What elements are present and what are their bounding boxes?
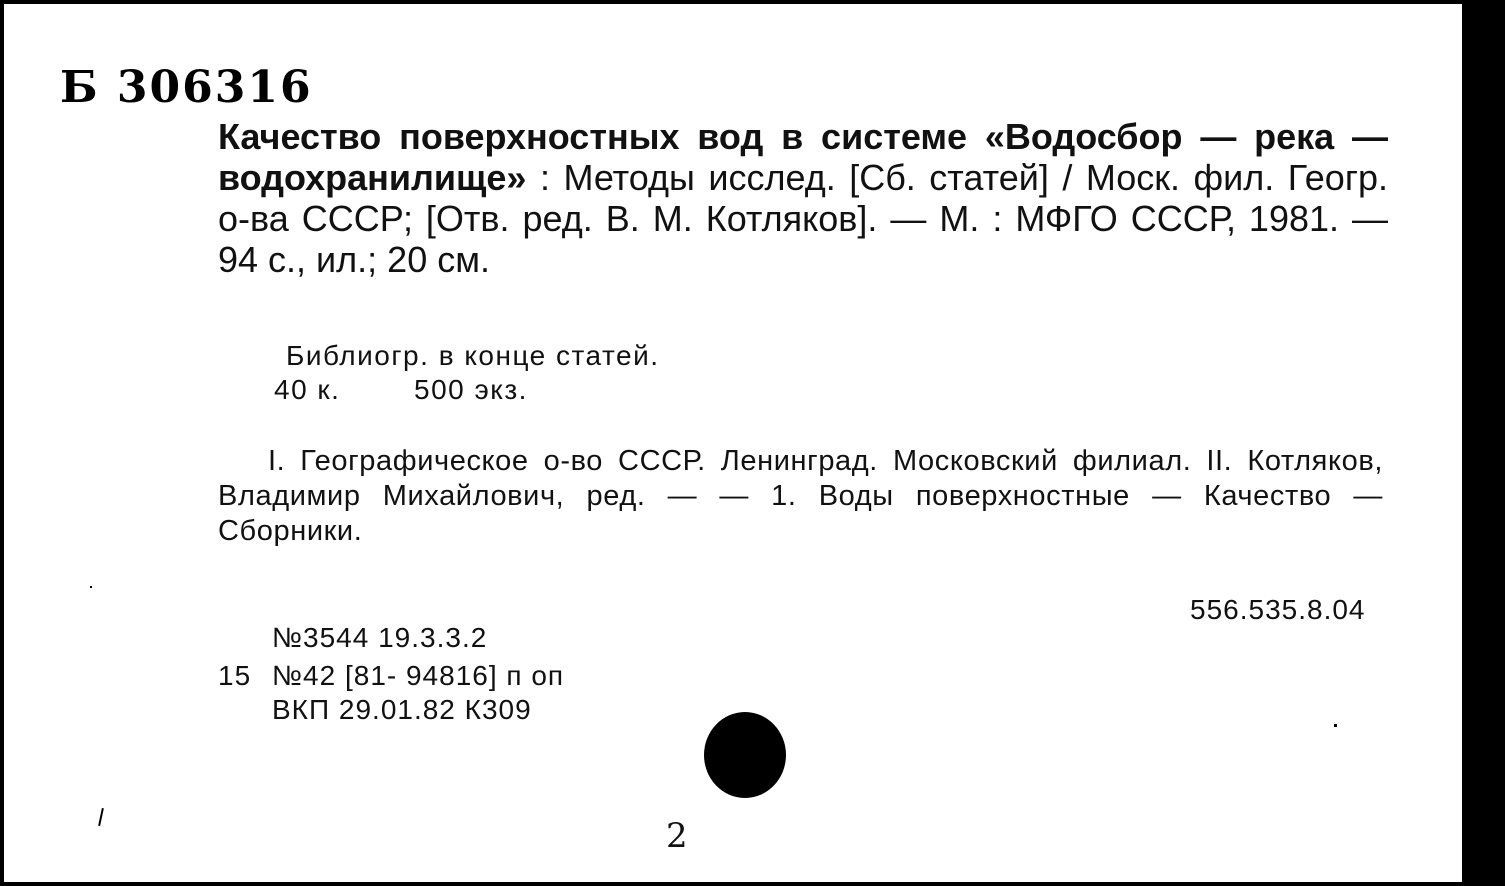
copies: 500 экз. [414,374,528,405]
call-number: Б 306316 [60,62,313,113]
registry-line: №42 [81- 94816] п оп [272,660,565,691]
scan-speck [98,808,104,826]
udc-code: 556.535.8.04 [1190,594,1366,625]
vkp-line: ВКП 29.01.82 К309 [272,694,532,725]
title-rest: : Методы исслед. [Сб. статей] / Моск. фил. Геогр. о-ва СССР; [Отв. ред. В. М. Котляков]. — М. : МФГО СССР, 1981. — 94 с., ил.; 20 см. [218,157,1388,280]
subject-headings: I. Географическое о-во СССР. Ленинград. Московский филиал. II. Котляков, Владимир Михайлович, ред. — — 1. Воды поверхностные — Качество — Сборники. [218,445,1383,547]
price: 40 к. [274,374,341,405]
handwritten-mark: 2 [666,816,688,856]
title-bold: Качество поверхностных вод в системе «Водосбор — река — водохранилище» [218,116,1388,198]
scan-border [1462,0,1505,886]
bibliographic-description [218,116,1388,280]
scan-speck [1334,724,1337,727]
scan-speck [90,586,92,588]
order-number: №3544 19.3.3.2 [272,622,488,653]
bibliography-note: Библиогр. в конце статей. [286,340,660,371]
margin-number: 15 [218,660,252,691]
catalog-card [4,4,1462,882]
punch-hole [704,712,786,798]
